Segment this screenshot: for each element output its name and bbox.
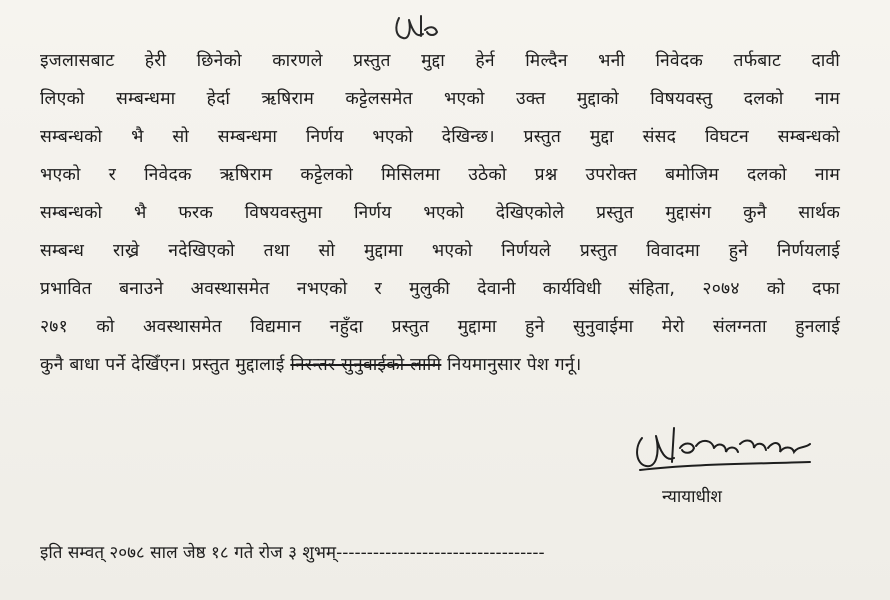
text-line-3: सम्बन्धको भै सो सम्बन्धमा निर्णय भएको देखिन्छ। प्रस्तुत मुद्दा संसद विघटन सम्बन्धको [40,127,840,147]
text-line-5: सम्बन्धको भै फरक विषयवस्तुमा निर्णय भएको देखिएकोले प्रस्तुत मुद्दासंग कुनै सार्थक [40,203,840,223]
order-body-text [40,42,840,384]
text-line-9-start: कुनै बाधा पर्ने देखिँएन। प्रस्तुत मुद्दालाई [40,355,291,375]
text-line-2: लिएको सम्बन्धमा हेर्दा ऋषिराम कट्टेलसमेत भएको उक्त मुद्दाको विषयवस्तु दलको नाम [40,89,840,109]
order-date-footer: इति सम्वत् २०७८ साल जेष्ठ १८ गते रोज ३ शुभम्---------------------------------- [40,543,545,563]
text-line-6: सम्बन्ध राख्रे नदेखिएको तथा सो मुद्दामा भएको निर्णयले प्रस्तुत विवादमा हुने निर्णयलाई [40,241,840,261]
text-line-4: भएको र निवेदक ऋषिराम कट्टेलको मिसिलमा उठेको प्रश्न उपरोक्त बमोजिम दलको नाम [40,165,840,185]
judge-title: न्यायाधीश [662,487,722,507]
text-line-9-end: नियमानुसार पेश गर्नू। [441,355,582,375]
text-line-7: प्रभावित बनाउने अवस्थासमेत नभएको र मुलुकी देवानी कार्यविधी संहिता, २०७४ को दफा [40,279,840,299]
judge-signature [630,418,820,478]
text-line-9 [40,346,840,384]
text-line-1: इजलासबाट हेरी छिनेको कारणले प्रस्तुत मुद्दा हेर्न मिल्दैन भनी निवेदक तर्फबाट दावी [40,51,840,71]
text-line-8: २७१ को अवस्थासमेत विद्यमान नहुँदा प्रस्तुत मुद्दामा हुने सुनुवाईमा मेरो संलग्नता हुनलाई [40,317,840,337]
struck-through-text: निरन्तर सुनुवाईको लागि [290,355,442,375]
